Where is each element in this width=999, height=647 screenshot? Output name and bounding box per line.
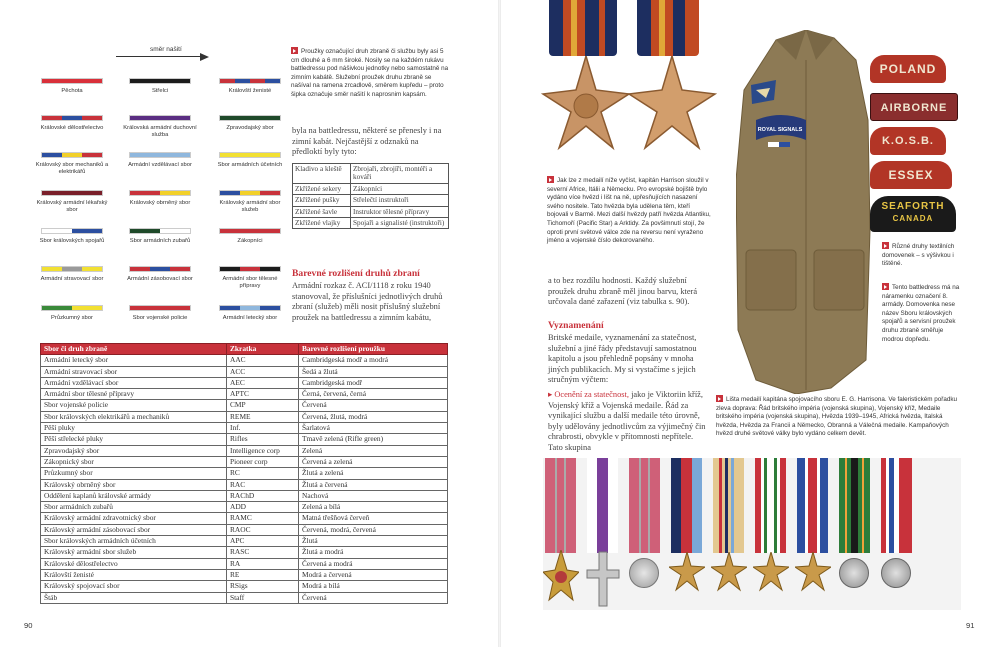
corps-name-cell: Pěší pluky	[41, 423, 227, 434]
medal-stars-photo	[541, 0, 731, 160]
stripe-color-cell: Červená	[299, 400, 448, 411]
abbreviation-cell: CMP	[227, 400, 299, 411]
table-row	[41, 513, 448, 524]
table-row	[293, 195, 449, 206]
medals-caption: Lišta medailí kapitána spojovacího sboru E. G. Harrisona. Ve faleristickém pořadku zleva doprava: Řád britského impéria (vojenská skupina), Vojenský kříž, Medaile britského impéria (vojenská skupina), Hvězda 1939–1945, Africká hvězda, Italská hvězda, Hvězda za Francii a Německo, Obranná a Válečná medaile. Kampaňových hvězd druhé světové války bylo vydáno celkem devět.	[716, 396, 958, 438]
table-row	[41, 456, 448, 467]
stripe-color-cell: Matná třešňová červeň	[299, 513, 448, 524]
ribbon-label: Sbor královských spojařů	[39, 238, 105, 244]
ribbon-swatch	[41, 228, 103, 234]
ribbon-label: Střelci	[151, 88, 169, 94]
corps-name-cell: Sbor vojenské policie	[41, 400, 227, 411]
stars-caption: Jak lze z medailí níže vyčíst, kapitán Harrison sloužil v severní Africe, Itálii a Německu. Pro evropské bojiště bylo vydáno více hvězd i lišt na ně, upřesňujících nasazení svého nositele. Tato hvězda byla udělena těm, kteří bojovali v Barmě. Mezi další hvězdy patří hvězda Atlantiku, Tichomoří (Pacific Star) a Arktidy. Za povšimnutí stojí, že oproti první světové válce zde na reversu není vyraženo jméno a vojenské číslo dekorovaného.	[547, 177, 711, 245]
ribbon-swatch	[129, 228, 191, 234]
ribbon-label: Sbor armádních účetních	[217, 162, 283, 168]
ribbon-sample	[212, 152, 288, 169]
arrow-head-icon	[200, 53, 209, 61]
table-row	[41, 581, 448, 592]
africa-star-icon	[711, 552, 747, 592]
table-header-color: Barevné rozlišení proužku	[299, 344, 448, 355]
corps-name-cell: Sbor královských elektrikářů a mechaniků	[41, 411, 227, 422]
table-row	[41, 377, 448, 388]
stripe-color-cell: Tmavě zelená (Rifle green)	[299, 434, 448, 445]
corps-name-cell: Štáb	[41, 592, 227, 603]
stripe-color-cell: Cambridgeská modř a modrá	[299, 355, 448, 366]
badge-symbol-cell: Zkřížené šavle	[293, 206, 351, 217]
table-row	[293, 164, 449, 184]
table-row	[41, 479, 448, 490]
ribbon-swatch	[41, 266, 103, 272]
corps-name-cell: Armádní letecký sbor	[41, 355, 227, 366]
ribbon-sample	[34, 228, 110, 245]
badge-kosb: K.O.S.B.	[870, 127, 946, 155]
ribbon-swatch	[41, 115, 103, 121]
ribbon-sample	[122, 152, 198, 169]
ribbon-sample	[34, 190, 110, 214]
ribbon-sample	[212, 190, 288, 214]
stripe-color-cell: Zelená a bílá	[299, 502, 448, 513]
ribbon-label: Královský obrněný sbor	[129, 200, 191, 206]
caption-marker-icon	[547, 176, 554, 183]
corps-name-cell: Sbor armádních zubařů	[41, 502, 227, 513]
abbreviation-cell: RC	[227, 468, 299, 479]
caption-marker-icon	[882, 242, 889, 249]
abbreviation-cell: REME	[227, 411, 299, 422]
ribbon-label: Sbor armádních zubařů	[129, 238, 191, 244]
abbreviation-cell: Rifles	[227, 434, 299, 445]
table-header-corps: Sbor či druh zbraně	[41, 344, 227, 355]
ribbon-swatch	[129, 305, 191, 311]
ribbon-sample	[122, 305, 198, 322]
ribbon-label: Armádní letecký sbor	[222, 315, 278, 321]
badge-seaforth-line2: CANADA	[892, 214, 934, 223]
corps-colors-table	[40, 343, 448, 604]
section-text-awards: Britské medaile, vyznamenání za statečnost, služební a jiné řády představují samostatnou kapitolu a jsou přehledně popsány v mnoha jiných publikacích. My si vystačíme s jejich stručným výčtem:	[548, 333, 697, 385]
corps-name-cell: Sbor královských armádních účetních	[41, 536, 227, 547]
stripe-color-cell: Žlutá a zelená	[299, 468, 448, 479]
table-row	[41, 434, 448, 445]
badge-poland: POLAND	[870, 55, 946, 83]
ribbon-label: Královský armádní sbor služeb	[219, 200, 281, 213]
badge-meaning-cell: Zbrojaři, zbrojíři, montéři a kováři	[351, 164, 449, 184]
abbreviation-cell: Intelligence corp	[227, 445, 299, 456]
ribbon-label: Královští ženisté	[228, 88, 272, 94]
ribbon-mc	[587, 458, 618, 553]
ribbon-bem	[629, 458, 660, 553]
table-row	[41, 536, 448, 547]
ribbon-italy-star	[755, 458, 786, 553]
corps-name-cell: Královské dělostřelectvo	[41, 558, 227, 569]
military-cross-icon	[585, 550, 621, 608]
ribbon-obe	[545, 458, 576, 553]
ribbon-swatch	[41, 305, 103, 311]
abbreviation-cell: Inf.	[227, 423, 299, 434]
direction-arrow	[116, 56, 202, 57]
corps-name-cell: Královský armádní sbor služeb	[41, 547, 227, 558]
abbreviation-cell: RE	[227, 569, 299, 580]
badge-seaforth	[870, 196, 956, 232]
caption-marker-icon	[716, 395, 723, 402]
ribbon-sample	[212, 228, 288, 245]
abbreviation-cell: RAChD	[227, 490, 299, 501]
war-medal-icon	[881, 558, 911, 588]
medal-bar-photo	[543, 458, 961, 610]
bullet-lead: Ocenění za statečnost,	[554, 390, 629, 399]
section-text-colors: Armádní rozkaz č. ACI/1118 z roku 1940 stanovoval, že příslušníci jednotlivých druhů zbraní (služeb) měli nosit příslušný služební proužek na battledressu a zimním kabátu,	[292, 281, 443, 322]
abbreviation-cell: RAC	[227, 479, 299, 490]
stripe-color-cell: Žlutá	[299, 536, 448, 547]
ribbon-swatch	[129, 78, 191, 84]
bem-medal-icon	[629, 558, 659, 588]
abbreviation-cell: RAMC	[227, 513, 299, 524]
corps-name-cell: Armádní stravovací sbor	[41, 366, 227, 377]
badges-caption: Různé druhy textilních domovenek – s výšivkou i tištěné.	[882, 243, 955, 268]
caption-marker-icon	[291, 47, 298, 54]
badge-meaning-cell: Spojaři a signalisté (instruktoři)	[351, 218, 449, 229]
ribbons-caption: Proužky označující druh zbraně či službu byly asi 5 cm dlouhé a 6 mm široké. Nosily se na každém rukávu battledressu pod nášivkou jednotky nebo samostatně na zimním kabátě. Služební proužek druhu zbraně se našíval na ramena zrcadlově, směrem kupředu – proto šipka označuje směr našití k naprosnim kapsám.	[291, 48, 449, 98]
jacket-patch-label: ROYAL SIGNALS	[757, 127, 803, 133]
table-row	[41, 558, 448, 569]
abbreviation-cell: APTC	[227, 389, 299, 400]
ribbon-africa-star	[713, 458, 744, 553]
ribbon-1939-45-star	[671, 458, 702, 553]
ribbon-label: Královské dělostřelectvo	[40, 125, 104, 131]
corps-name-cell: Královský spojovací sbor	[41, 581, 227, 592]
corps-name-cell: Průzkumný sbor	[41, 468, 227, 479]
ribbon-swatch	[41, 78, 103, 84]
stripe-color-cell: Zelená	[299, 445, 448, 456]
jacket-caption: Tento battledress má na náramenku označení 8. armády. Domovenka nese název Sboru královských spojařů a servisní proužek druhu zbraně směřuje modrou dopředu.	[882, 284, 960, 343]
ribbon-label: Armádní stravovací sbor	[40, 276, 104, 282]
abbreviation-cell: Staff	[227, 592, 299, 603]
corps-name-cell: Oddělení kaplanů královské armády	[41, 490, 227, 501]
ribbon-label: Průzkumný sbor	[51, 315, 93, 321]
table-row	[41, 423, 448, 434]
battledress-jacket-photo	[736, 30, 871, 394]
burma-star-obverse-icon	[541, 56, 631, 154]
table-row	[41, 411, 448, 422]
ribbon-swatch	[219, 190, 281, 196]
ribbon-label: Královský armádní lékařský sbor	[36, 200, 108, 213]
badge-essex: ESSEX	[870, 161, 952, 189]
table-row	[41, 366, 448, 377]
table-row	[41, 524, 448, 535]
stripe-color-cell: Nachová	[299, 490, 448, 501]
corps-name-cell: Armádní vzdělávací sbor	[41, 377, 227, 388]
abbreviation-cell: ADD	[227, 502, 299, 513]
ribbon-sample	[212, 305, 288, 322]
section-heading-colors: Barevné rozlišení druhů zbraní	[292, 268, 420, 279]
ribbon-sample	[122, 115, 198, 139]
ribbon-sample	[122, 266, 198, 283]
intro-text: byla na battledressu, některé se přenesly i na zimní kabát. Nejčastější z odznaků na předloktí byly tyto:	[292, 126, 442, 157]
table-header-abbr: Zkratka	[227, 344, 299, 355]
stripe-color-cell: Šedá a žlutá	[299, 366, 448, 377]
table-row	[41, 468, 448, 479]
badge-symbol-cell: Zkřížené vlajky	[293, 218, 351, 229]
stripe-color-cell: Šarlatová	[299, 423, 448, 434]
ribbon-sample	[34, 78, 110, 95]
table-row	[41, 445, 448, 456]
ribbon-sample	[212, 115, 288, 132]
table-row	[41, 569, 448, 580]
corps-name-cell: Zpravodajský sbor	[41, 445, 227, 456]
stripe-color-cell: Červená a modrá	[299, 558, 448, 569]
abbreviation-cell: RASC	[227, 547, 299, 558]
corps-name-cell: Královští ženisté	[41, 569, 227, 580]
star-ribbon-right	[637, 0, 699, 56]
table-row	[293, 183, 449, 194]
abbreviation-cell: RSigs	[227, 581, 299, 592]
ribbon-swatch	[219, 78, 281, 84]
ribbon-label: Pěchota	[61, 88, 83, 94]
corps-name-cell: Královský armádní zdravotnický sbor	[41, 513, 227, 524]
bullet-icon: ▸	[548, 390, 555, 399]
ribbon-sample	[34, 152, 110, 176]
ribbon-swatch	[219, 152, 281, 158]
ribbon-sample	[122, 78, 198, 95]
abbreviation-cell: Pioneer corp	[227, 456, 299, 467]
stripe-color-cell: Černá, červená, černá	[299, 389, 448, 400]
ribbon-swatch	[41, 152, 103, 158]
star-1939-45-icon	[669, 552, 705, 592]
forearm-badges-table	[292, 163, 449, 229]
france-germany-star-icon	[795, 552, 831, 592]
table-row	[293, 206, 449, 217]
table-row	[41, 547, 448, 558]
stripe-color-cell: Červená	[299, 592, 448, 603]
ribbon-swatch	[129, 266, 191, 272]
obe-cross-icon	[543, 550, 579, 608]
abbreviation-cell: RA	[227, 558, 299, 569]
corps-name-cell: Armádní sbor tělesné přípravy	[41, 389, 227, 400]
page-gutter	[498, 0, 501, 647]
ribbon-swatch	[219, 305, 281, 311]
badge-meaning-cell: Zákopníci	[351, 183, 449, 194]
page-number-left: 90	[24, 621, 33, 630]
ribbon-swatch	[219, 115, 281, 121]
ribbon-sample	[212, 78, 288, 95]
abbreviation-cell: ACC	[227, 366, 299, 377]
body-text-right: a to bez rozdílu hodnosti. Každý služební proužek druhu zbraně měl jinou barvu, která určovala dané zařazení (viz tabulka s. 90).	[548, 276, 698, 307]
ribbon-sample	[122, 190, 198, 207]
ribbon-label: Královská armádní duchovní služba	[123, 125, 197, 138]
ribbon-label: Královský sbor mechaniků a elektrikářů	[35, 162, 109, 175]
ribbon-war-medal	[881, 458, 912, 553]
badge-meaning-cell: Střelečtí instruktoři	[351, 195, 449, 206]
ribbon-swatch	[41, 190, 103, 196]
table-row	[41, 490, 448, 501]
stripe-color-cell: Modrá a bílá	[299, 581, 448, 592]
italy-star-icon	[753, 552, 789, 592]
burma-star-reverse-icon	[627, 56, 717, 154]
stripe-color-cell: Cambridgeská modř	[299, 377, 448, 388]
table-row	[41, 502, 448, 513]
ribbon-sample	[34, 266, 110, 283]
badge-symbol-cell: Kladivo a kleště	[293, 164, 351, 184]
ribbon-label: Zpravodajský sbor	[226, 125, 274, 131]
stripe-color-cell: Modrá a červená	[299, 569, 448, 580]
table-row	[41, 400, 448, 411]
defence-medal-icon	[839, 558, 869, 588]
ribbon-swatch	[129, 190, 191, 196]
star-ribbon-left	[549, 0, 617, 56]
arrow-label: směr našití	[150, 46, 182, 53]
table-row	[41, 592, 448, 603]
bullet-text: jako je Viktoriin kříž, Vojenský kříž a Vojenská medaile. Řád za vynikající službu a další medaile této úrovně, byly udělovány jednotlivcům za výjimečný čin chrabrosti, obvykle v přítomnosti nepřítele. Tato skupina	[548, 390, 706, 452]
badge-symbol-cell: Zkřížené pušky	[293, 195, 351, 206]
ribbon-france-germany-star	[797, 458, 828, 553]
badge-airborne: AIRBORNE	[870, 93, 958, 121]
abbreviation-cell: APC	[227, 536, 299, 547]
corps-name-cell: Pěší střelecké pluky	[41, 434, 227, 445]
stripe-color-cell: Červená a zelená	[299, 456, 448, 467]
ribbon-sample	[34, 115, 110, 132]
corps-name-cell: Zákopnický sbor	[41, 456, 227, 467]
ribbon-swatch	[219, 228, 281, 234]
ribbon-label: Armádní zásobovací sbor	[127, 276, 193, 282]
section-heading-awards: Vyznamenání	[548, 320, 604, 331]
ribbon-label: Zákopníci	[237, 238, 263, 244]
badge-seaforth-line1: SEAFORTH	[881, 201, 945, 212]
abbreviation-cell: AEC	[227, 377, 299, 388]
stripe-color-cell: Červená, modrá, červená	[299, 524, 448, 535]
abbreviation-cell: RAOC	[227, 524, 299, 535]
ribbon-sample	[212, 266, 288, 290]
ribbon-swatch	[219, 266, 281, 272]
caption-marker-icon	[882, 283, 889, 290]
table-row	[293, 218, 449, 229]
stripe-color-cell: Žlutá a modrá	[299, 547, 448, 558]
ribbon-swatch	[129, 115, 191, 121]
ribbon-swatch	[129, 152, 191, 158]
ribbon-label: Sbor vojenské policie	[132, 315, 188, 321]
page-number-right: 91	[966, 621, 975, 630]
table-row	[41, 355, 448, 366]
ribbon-sample	[34, 305, 110, 322]
stripe-color-cell: Žlutá a červená	[299, 479, 448, 490]
stripe-color-cell: Červená, žlutá, modrá	[299, 411, 448, 422]
badge-symbol-cell: Zkřížené sekery	[293, 183, 351, 194]
table-row	[41, 389, 448, 400]
corps-name-cell: Královský armádní zásobovací sbor	[41, 524, 227, 535]
ribbon-sample	[122, 228, 198, 245]
ribbon-defence-medal	[839, 458, 870, 553]
ribbon-label: Armádní vzdělávací sbor	[128, 162, 192, 168]
ribbon-label: Armádní sbor tělesné přípravy	[222, 276, 278, 289]
awards-bullet	[548, 390, 708, 454]
abbreviation-cell: AAC	[227, 355, 299, 366]
corps-name-cell: Královský obrněný sbor	[41, 479, 227, 490]
badge-meaning-cell: Instruktor tělesné přípravy	[351, 206, 449, 217]
